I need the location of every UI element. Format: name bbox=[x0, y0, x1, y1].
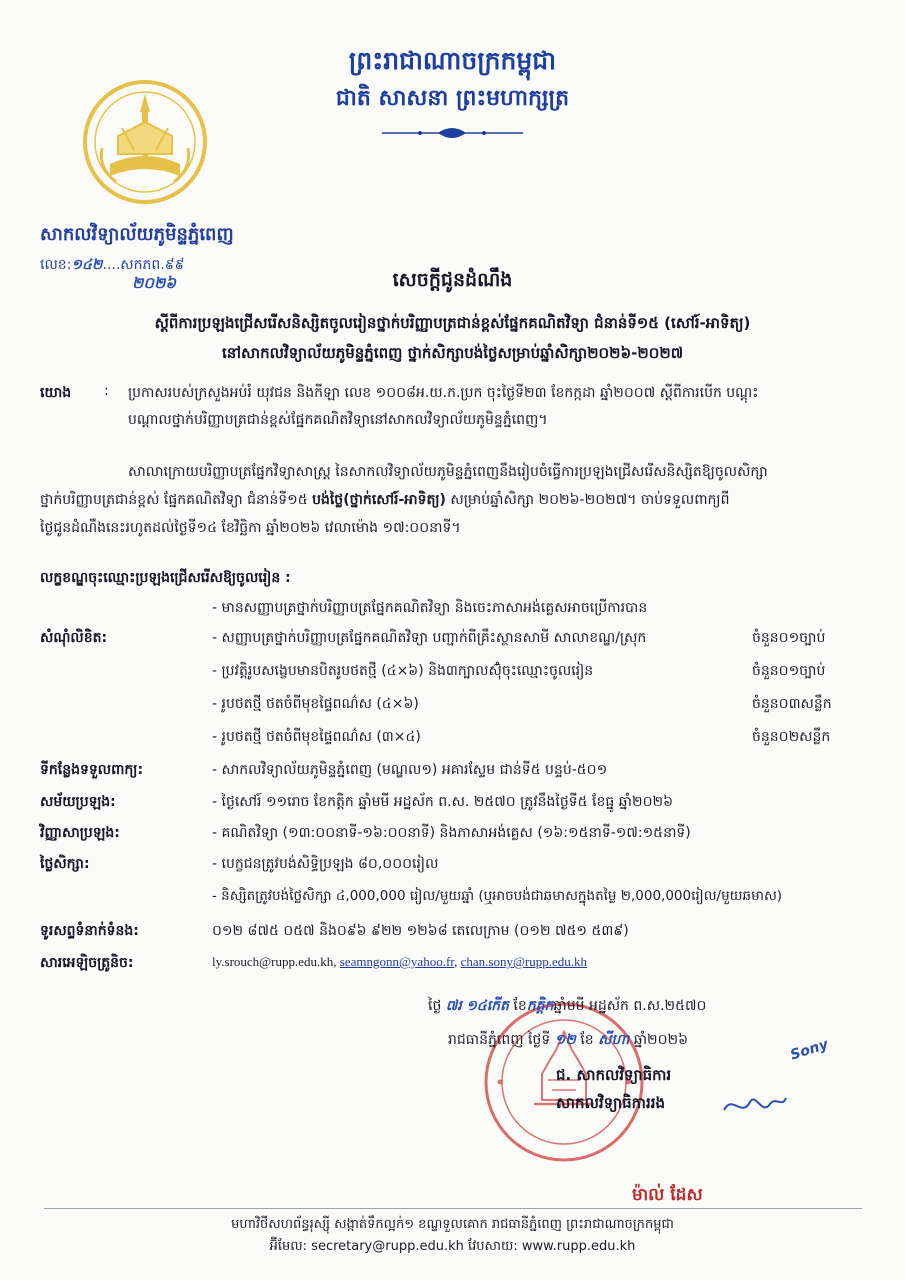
reference-suffix: ....សកភព.៩៩ bbox=[102, 257, 185, 273]
body-line2-end: សម្រាប់ឆ្នាំសិក្សា ២០២៦-២០២៧។ ចាប់ទទួលពាក្យពី bbox=[445, 492, 730, 508]
place-value: - សាកលវិទ្យាល័យភូមិន្ទភ្នំពេញ (មណ្ឌល១) អគារស្ទែម ជាន់ទី៥ បន្ទប់-៥០១ bbox=[212, 762, 608, 778]
lunar-date-hand-day: ១៤កើត bbox=[466, 998, 509, 1014]
signatory-name: ម៉ាល់ ដែស bbox=[632, 1185, 703, 1205]
solar-date-suffix: ឆ្នាំ២០២៦ bbox=[633, 1032, 689, 1048]
body-paragraph-line1: សាលាក្រោយបរិញ្ញាបត្រផ្នែកវិទ្យាសាស្ត្រ នៃសាកលវិទ្យាល័យភូមិន្ទភ្នំពេញនឹងរៀបចំធ្វើការប្រឡងជ្រើសរើសនិស្សិតឱ្យចូលសិក្សា bbox=[128, 464, 768, 480]
lunar-date-hand-weekday: ៧រ bbox=[445, 998, 462, 1014]
lunar-date bbox=[428, 996, 706, 1017]
email-separator: , bbox=[454, 954, 461, 969]
solar-date-prefix: រាជធានីភ្នំពេញ ថ្ងៃទី bbox=[448, 1032, 551, 1048]
email-link-srouch[interactable]: ly.srouch@rupp.edu.kh bbox=[212, 954, 334, 969]
conditions-heading: លក្ខខណ្ឌចុះឈ្មោះប្រឡងជ្រើសរើសឱ្យចូលរៀន : bbox=[40, 570, 291, 586]
footer-contact: អ៊ីមែល: secretary@rupp.edu.kh វែបសាយ: www.rupp.edu.kh bbox=[269, 1239, 636, 1254]
document-subtitle-line2: នៅសាកលវិទ្យាល័យភូមិន្ទភ្នំពេញ ថ្នាក់សិក្សាបង់ថ្លៃសម្រាប់ឆ្នាំសិក្សា២០២៦-២០២៧ bbox=[221, 344, 683, 362]
document-item-count: ចំនួន០១ច្បាប់ bbox=[752, 630, 826, 646]
email-label: សារអេឡិចត្រូនិច: bbox=[40, 955, 134, 971]
basis-text-line2: បណ្ដាលថ្នាក់បរិញ្ញាបត្រជាន់ខ្ពស់ផ្នែកគណិតវិទ្យានៅសាកលវិទ្យាល័យភូមិន្ទភ្នំពេញ។ bbox=[128, 412, 548, 428]
sender-university-name: សាកលវិទ្យាល័យភូមិន្ទភ្នំពេញ bbox=[40, 224, 234, 245]
initial-signature: Sony bbox=[788, 1036, 831, 1064]
footer-address: មហាវិថីសហព័ន្ធរុស្ស៊ី សង្កាត់ទឹកល្អក់១ ខណ្ឌទួលគោក រាជធានីភ្នំពេញ ព្រះរាជាណាចក្រកម្ពុជា bbox=[231, 1217, 674, 1232]
body-line2-start: ថ្នាក់បរិញ្ញាបត្រជាន់ខ្ពស់ ផ្នែកគណិតវិទ្យា ជំនាន់ទី១៥ bbox=[40, 492, 313, 508]
basis-label: យោង bbox=[40, 385, 72, 401]
reference-handwritten-number: ១៤២ bbox=[71, 257, 103, 273]
place-label: ទីកន្លែងទទួលពាក្យ: bbox=[40, 762, 144, 778]
reference-prefix: លេខ: bbox=[40, 257, 72, 273]
lunar-date-prefix: ថ្ងៃ bbox=[428, 998, 442, 1014]
email-list bbox=[212, 954, 587, 970]
lunar-date-suffix: ឆ្នាំមមី អដ្ឋស័ក ព.ស.២៥៧០ bbox=[553, 998, 707, 1014]
basis-text-line1: ប្រកាសរបស់ក្រសួងអប់រំ យុវជន និងកីឡា លេខ ១០០៨អ.យ.ក.ប្រក ចុះថ្ងៃទី២៣ ខែកក្កដា ឆ្នាំ២០០៧ ស្ដីពីការបើក បណ្ដុះ bbox=[128, 385, 759, 401]
document-item-count: ចំនួន០១ច្បាប់ bbox=[752, 663, 826, 679]
reference-handwritten-year: ២០២៦ bbox=[132, 274, 176, 292]
exam-date-value: - ថ្ងៃសៅរ៍ ១១រោច ខែកត្ដិក ឆ្នាំមមី អដ្ឋស័ក ព.ស. ២៥៧០ ត្រូវនឹងថ្ងៃទី៥ ខែធ្នូ ឆ្នាំ២០២៦ bbox=[212, 794, 674, 810]
document-item-count: ចំនួន០៣សន្លឹក bbox=[752, 696, 832, 712]
handwritten-signature bbox=[720, 1088, 790, 1122]
phone-label: ទូរសព្ទទំនាក់ទំនង: bbox=[40, 923, 139, 939]
email-separator: , bbox=[333, 954, 340, 969]
exam-subjects-value: - គណិតវិទ្យា (១៣:០០នាទី-១៦:០០នាទី) និងភាសាអង់គ្លេស (១៦:១៥នាទី-១៧:១៥នាទី) bbox=[212, 825, 691, 841]
body-line2-class-type: បង់ថ្លៃ(ថ្នាក់សៅរ៍-អាទិត្យ) bbox=[312, 492, 446, 508]
document-item: - រូបថតថ្មី ថតចំពីមុខផ្ទៃពណ៌ស (៣×៤) bbox=[212, 729, 421, 745]
ornament-divider bbox=[380, 124, 525, 142]
footer-divider bbox=[44, 1208, 862, 1209]
phone-value: ០១២ ៨៧៥ ០៥៧ និង០៩៦ ៩២២ ១២៦៨ តេលេក្រាម (០១២ ៧៥១ ៥៣៩) bbox=[212, 923, 629, 939]
university-emblem-logo bbox=[80, 78, 210, 206]
document-subtitle-line1: ស្ដីពីការប្រឡងជ្រើសរើសនិស្សិតចូលរៀនថ្នាក់បរិញ្ញាបត្រជាន់ខ្ពស់ផ្នែកគណិតវិទ្យា ជំនាន់ទី១៥ (សៅរ៍-អាទិត្យ) bbox=[154, 314, 751, 332]
solar-date-hand-day: ១២ bbox=[554, 1032, 576, 1048]
solar-date bbox=[448, 1030, 688, 1051]
email-link-chan-sony[interactable]: chan.sony@rupp.edu.kh bbox=[460, 954, 588, 969]
body-paragraph-line3: ថ្ងៃជូនដំណឹងនេះរហូតដល់ថ្ងៃទី១៤ ខែវិច្ឆិកា ឆ្នាំ២០២៦ វេលាម៉ោង ១៧:០០នាទី។ bbox=[40, 520, 461, 536]
signatory-title-line2: សាកលវិទ្យាធិការរង bbox=[556, 1094, 665, 1112]
basis-colon: : bbox=[104, 383, 109, 399]
fees-label: ថ្លៃសិក្សា: bbox=[40, 856, 90, 872]
conditions-item: - មានសញ្ញាបត្រថ្នាក់បរិញ្ញាបត្រផ្នែកគណិតវិទ្យា និងចេះភាសាអង់គ្លេសអាចប្រើការបាន bbox=[212, 600, 648, 616]
lunar-date-month-word: ខែ bbox=[513, 998, 527, 1014]
national-motto: ជាតិ សាសនា ព្រះមហាក្សត្រ bbox=[335, 86, 570, 111]
lunar-date-hand-month: កត្ដិក bbox=[526, 998, 554, 1014]
kingdom-heading: ព្រះរាជាណាចក្រកម្ពុជា bbox=[348, 46, 557, 75]
fees-exam-fee: - បេក្ខជនត្រូវបង់សិទ្ធិប្រឡង ៨០,០០០រៀល bbox=[212, 856, 439, 872]
solar-date-hand-month: សីហា bbox=[598, 1032, 630, 1048]
solar-date-month-word: ខែ bbox=[580, 1032, 594, 1048]
document-item: - រូបថតថ្មី ថតចំពីមុខផ្ទៃពណ៌ស (៤×៦) bbox=[212, 696, 419, 712]
signatory-title-line1: ជ. សាកលវិទ្យាធិការ bbox=[556, 1066, 672, 1084]
document-title: សេចក្ដីជូនដំណឹង bbox=[392, 269, 513, 291]
email-link-seamngonn[interactable]: seamngonn@yahoo.fr bbox=[339, 954, 455, 969]
exam-subjects-label: វិញ្ញាសាប្រឡង: bbox=[40, 825, 120, 841]
documents-label: សំណុំលិខិត: bbox=[40, 630, 108, 646]
document-item: - ប្រវត្តិរូបសង្ខេបមានបិតរូបថតថ្មី (៤×៦) និង៣ក្បាលស៊ុំចុះឈ្មោះចូលរៀន bbox=[212, 663, 594, 679]
body-paragraph-line2 bbox=[40, 490, 729, 511]
exam-date-label: សម័យប្រឡង: bbox=[40, 794, 116, 810]
document-item: - សញ្ញាបត្រថ្នាក់បរិញ្ញាបត្រផ្នែកគណិតវិទ្យា បញ្ជាក់ពីគ្រឹះស្ថានសាមី សាលាខណ្ឌ/ស្រុក bbox=[212, 630, 647, 646]
document-item-count: ចំនួន០២សន្លឹក bbox=[752, 729, 831, 745]
fees-tuition: - និស្សិតត្រូវបង់ថ្លៃសិក្សា ៤,000,000 រៀល/មួយឆ្នាំ (ឬអាចបង់ជាឆមាសក្នុងតម្លៃ ២,000,000រៀល/មួយឆមាស) bbox=[212, 888, 783, 904]
